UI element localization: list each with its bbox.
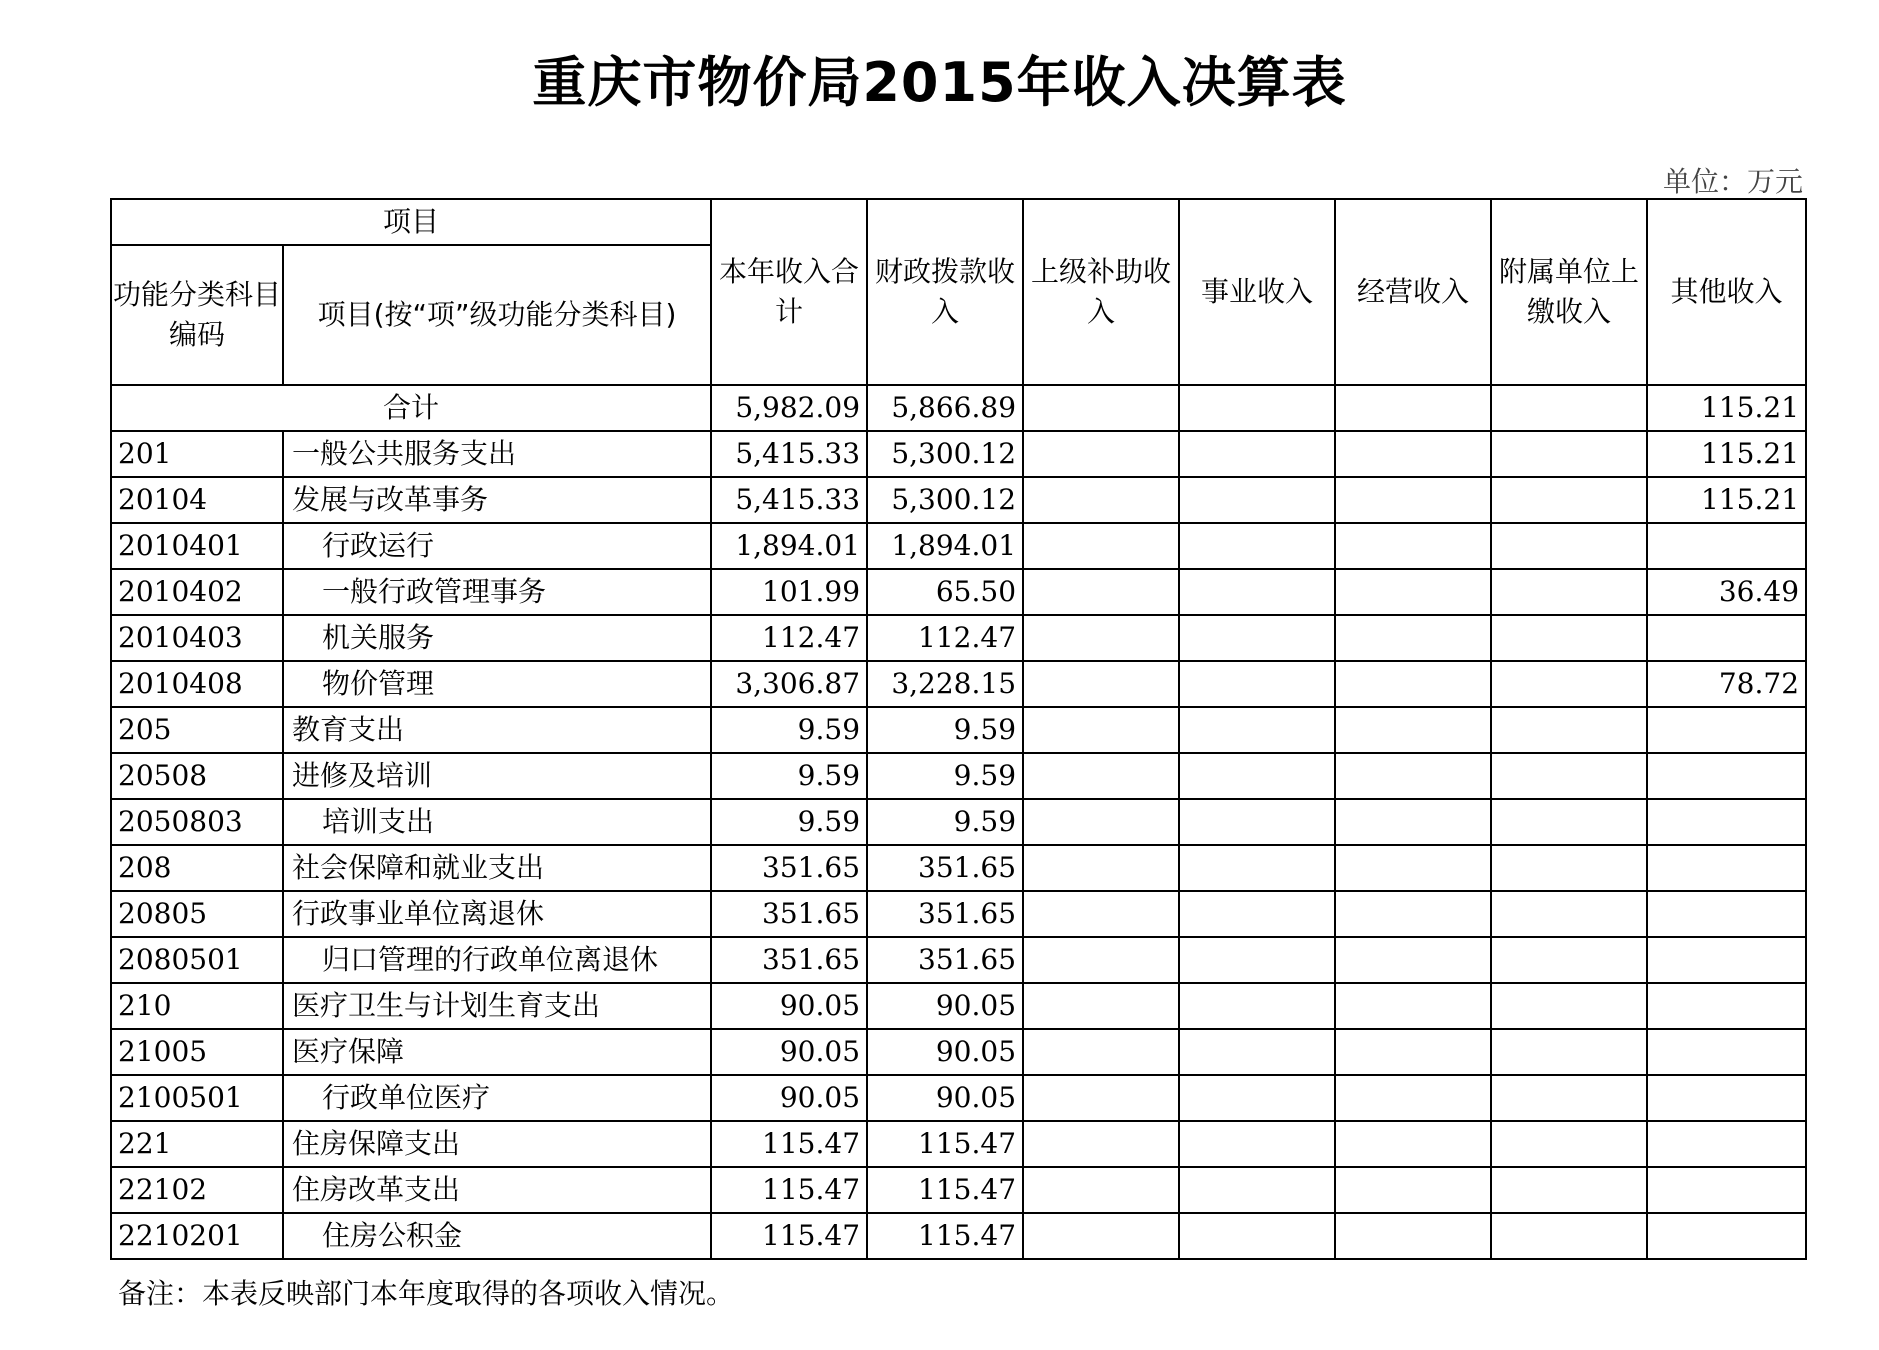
operating-cell bbox=[1335, 891, 1491, 937]
table-row bbox=[111, 569, 1806, 615]
superior-cell bbox=[1023, 523, 1179, 569]
fiscal-cell: 3,228.15 bbox=[867, 661, 1023, 707]
other-cell bbox=[1647, 983, 1806, 1029]
total-cell: 5,415.33 bbox=[711, 477, 867, 523]
footnote: 备注：本表反映部门本年度取得的各项收入情况。 bbox=[118, 1277, 735, 1310]
business-cell bbox=[1179, 431, 1335, 477]
other-cell bbox=[1647, 845, 1806, 891]
superior-cell bbox=[1023, 661, 1179, 707]
item-name-cell: 住房保障支出 bbox=[283, 1121, 711, 1167]
superior-cell bbox=[1023, 799, 1179, 845]
affiliated-cell bbox=[1491, 891, 1647, 937]
business-cell bbox=[1179, 937, 1335, 983]
total-cell: 90.05 bbox=[711, 1075, 867, 1121]
other-cell bbox=[1647, 1213, 1806, 1259]
business-cell bbox=[1179, 477, 1335, 523]
code-cell: 2080501 bbox=[111, 937, 283, 983]
code-cell: 208 bbox=[111, 845, 283, 891]
header-project-group: 项目 bbox=[111, 199, 711, 245]
affiliated-cell bbox=[1491, 477, 1647, 523]
operating-cell bbox=[1335, 845, 1491, 891]
fiscal-cell: 351.65 bbox=[867, 891, 1023, 937]
item-name-cell: 住房改革支出 bbox=[283, 1167, 711, 1213]
table-row bbox=[111, 1029, 1806, 1075]
superior-cell bbox=[1023, 1121, 1179, 1167]
affiliated-cell bbox=[1491, 1121, 1647, 1167]
operating-cell bbox=[1335, 523, 1491, 569]
unit-label: 单位：万元 bbox=[1662, 165, 1803, 198]
fiscal-cell: 9.59 bbox=[867, 707, 1023, 753]
item-name-cell: 物价管理 bbox=[283, 661, 711, 707]
item-name-cell: 医疗保障 bbox=[283, 1029, 711, 1075]
operating-cell bbox=[1335, 477, 1491, 523]
item-name-cell: 社会保障和就业支出 bbox=[283, 845, 711, 891]
superior-cell bbox=[1023, 1167, 1179, 1213]
business-cell bbox=[1179, 661, 1335, 707]
other-cell bbox=[1647, 523, 1806, 569]
page-title: 重庆市物价局2015年收入决算表 bbox=[532, 51, 1347, 114]
business-cell bbox=[1179, 707, 1335, 753]
business-cell bbox=[1179, 1075, 1335, 1121]
operating-cell bbox=[1335, 661, 1491, 707]
operating-cell bbox=[1335, 1213, 1491, 1259]
header-fiscal: 财政拨款收入 bbox=[867, 199, 1023, 385]
other-cell bbox=[1647, 937, 1806, 983]
business-cell bbox=[1179, 753, 1335, 799]
other-cell: 78.72 bbox=[1647, 661, 1806, 707]
fiscal-cell: 115.47 bbox=[867, 1213, 1023, 1259]
table-row bbox=[111, 431, 1806, 477]
code-cell: 2010408 bbox=[111, 661, 283, 707]
superior-cell bbox=[1023, 1213, 1179, 1259]
table-row bbox=[111, 891, 1806, 937]
operating-cell bbox=[1335, 1121, 1491, 1167]
business-cell bbox=[1179, 615, 1335, 661]
code-cell: 20805 bbox=[111, 891, 283, 937]
affiliated-cell bbox=[1491, 707, 1647, 753]
table-row bbox=[111, 523, 1806, 569]
affiliated-cell bbox=[1491, 753, 1647, 799]
total-cell: 90.05 bbox=[711, 983, 867, 1029]
total-superior bbox=[1023, 385, 1179, 431]
other-cell: 115.21 bbox=[1647, 477, 1806, 523]
other-cell: 115.21 bbox=[1647, 431, 1806, 477]
code-cell: 21005 bbox=[111, 1029, 283, 1075]
affiliated-cell bbox=[1491, 569, 1647, 615]
superior-cell bbox=[1023, 753, 1179, 799]
total-sum: 5,982.09 bbox=[711, 385, 867, 431]
total-cell: 9.59 bbox=[711, 799, 867, 845]
code-cell: 2010402 bbox=[111, 569, 283, 615]
header-item: 项目(按“项”级功能分类科目) bbox=[283, 245, 711, 385]
superior-cell bbox=[1023, 983, 1179, 1029]
business-cell bbox=[1179, 1029, 1335, 1075]
code-cell: 2100501 bbox=[111, 1075, 283, 1121]
total-cell: 9.59 bbox=[711, 707, 867, 753]
fiscal-cell: 115.47 bbox=[867, 1121, 1023, 1167]
item-name-cell: 机关服务 bbox=[283, 615, 711, 661]
item-name-cell: 行政事业单位离退休 bbox=[283, 891, 711, 937]
code-cell: 205 bbox=[111, 707, 283, 753]
total-cell: 90.05 bbox=[711, 1029, 867, 1075]
fiscal-cell: 115.47 bbox=[867, 1167, 1023, 1213]
header-total: 本年收入合计 bbox=[711, 199, 867, 385]
other-cell bbox=[1647, 707, 1806, 753]
superior-cell bbox=[1023, 1075, 1179, 1121]
table-row bbox=[111, 983, 1806, 1029]
table-row bbox=[111, 1075, 1806, 1121]
superior-cell bbox=[1023, 431, 1179, 477]
table-row bbox=[111, 615, 1806, 661]
code-cell: 2010401 bbox=[111, 523, 283, 569]
business-cell bbox=[1179, 983, 1335, 1029]
fiscal-cell: 5,300.12 bbox=[867, 477, 1023, 523]
superior-cell bbox=[1023, 477, 1179, 523]
business-cell bbox=[1179, 799, 1335, 845]
table-row bbox=[111, 937, 1806, 983]
table-row bbox=[111, 661, 1806, 707]
operating-cell bbox=[1335, 1075, 1491, 1121]
code-cell: 2210201 bbox=[111, 1213, 283, 1259]
code-cell: 210 bbox=[111, 983, 283, 1029]
table-row bbox=[111, 1213, 1806, 1259]
total-cell: 3,306.87 bbox=[711, 661, 867, 707]
header-business: 事业收入 bbox=[1179, 199, 1335, 385]
total-cell: 101.99 bbox=[711, 569, 867, 615]
superior-cell bbox=[1023, 1029, 1179, 1075]
business-cell bbox=[1179, 891, 1335, 937]
total-cell: 5,415.33 bbox=[711, 431, 867, 477]
business-cell bbox=[1179, 1121, 1335, 1167]
superior-cell bbox=[1023, 845, 1179, 891]
fiscal-cell: 1,894.01 bbox=[867, 523, 1023, 569]
fiscal-cell: 65.50 bbox=[867, 569, 1023, 615]
operating-cell bbox=[1335, 753, 1491, 799]
fiscal-cell: 351.65 bbox=[867, 845, 1023, 891]
table-row bbox=[111, 845, 1806, 891]
header-operating: 经营收入 bbox=[1335, 199, 1491, 385]
code-cell: 2010403 bbox=[111, 615, 283, 661]
table-row bbox=[111, 477, 1806, 523]
other-cell: 36.49 bbox=[1647, 569, 1806, 615]
item-name-cell: 一般公共服务支出 bbox=[283, 431, 711, 477]
code-cell: 221 bbox=[111, 1121, 283, 1167]
table-row bbox=[111, 707, 1806, 753]
item-name-cell: 行政运行 bbox=[283, 523, 711, 569]
operating-cell bbox=[1335, 799, 1491, 845]
business-cell bbox=[1179, 523, 1335, 569]
total-fiscal: 5,866.89 bbox=[867, 385, 1023, 431]
table-body bbox=[111, 385, 1806, 1259]
total-cell: 115.47 bbox=[711, 1167, 867, 1213]
business-cell bbox=[1179, 1213, 1335, 1259]
fiscal-cell: 90.05 bbox=[867, 1029, 1023, 1075]
total-affiliated bbox=[1491, 385, 1647, 431]
operating-cell bbox=[1335, 615, 1491, 661]
item-name-cell: 行政单位医疗 bbox=[283, 1075, 711, 1121]
item-name-cell: 进修及培训 bbox=[283, 753, 711, 799]
other-cell bbox=[1647, 615, 1806, 661]
business-cell bbox=[1179, 569, 1335, 615]
total-business bbox=[1179, 385, 1335, 431]
item-name-cell: 医疗卫生与计划生育支出 bbox=[283, 983, 711, 1029]
total-operating bbox=[1335, 385, 1491, 431]
code-cell: 20508 bbox=[111, 753, 283, 799]
fiscal-cell: 351.65 bbox=[867, 937, 1023, 983]
fiscal-cell: 112.47 bbox=[867, 615, 1023, 661]
business-cell bbox=[1179, 1167, 1335, 1213]
total-cell: 115.47 bbox=[711, 1213, 867, 1259]
code-cell: 22102 bbox=[111, 1167, 283, 1213]
affiliated-cell bbox=[1491, 983, 1647, 1029]
other-cell bbox=[1647, 891, 1806, 937]
business-cell bbox=[1179, 845, 1335, 891]
code-cell: 20104 bbox=[111, 477, 283, 523]
table-row bbox=[111, 753, 1806, 799]
superior-cell bbox=[1023, 707, 1179, 753]
affiliated-cell bbox=[1491, 1213, 1647, 1259]
other-cell bbox=[1647, 753, 1806, 799]
item-name-cell: 住房公积金 bbox=[283, 1213, 711, 1259]
income-table bbox=[110, 198, 1807, 1260]
header-superior: 上级补助收入 bbox=[1023, 199, 1179, 385]
fiscal-cell: 5,300.12 bbox=[867, 431, 1023, 477]
code-cell: 2050803 bbox=[111, 799, 283, 845]
affiliated-cell bbox=[1491, 523, 1647, 569]
item-name-cell: 一般行政管理事务 bbox=[283, 569, 711, 615]
other-cell bbox=[1647, 1075, 1806, 1121]
total-other: 115.21 bbox=[1647, 385, 1806, 431]
total-label: 合计 bbox=[111, 385, 711, 431]
operating-cell bbox=[1335, 937, 1491, 983]
operating-cell bbox=[1335, 431, 1491, 477]
other-cell bbox=[1647, 1121, 1806, 1167]
operating-cell bbox=[1335, 1029, 1491, 1075]
affiliated-cell bbox=[1491, 661, 1647, 707]
total-cell: 351.65 bbox=[711, 937, 867, 983]
superior-cell bbox=[1023, 615, 1179, 661]
affiliated-cell bbox=[1491, 937, 1647, 983]
total-cell: 112.47 bbox=[711, 615, 867, 661]
other-cell bbox=[1647, 1029, 1806, 1075]
table-row bbox=[111, 1121, 1806, 1167]
affiliated-cell bbox=[1491, 431, 1647, 477]
fiscal-cell: 9.59 bbox=[867, 753, 1023, 799]
total-cell: 351.65 bbox=[711, 845, 867, 891]
total-cell: 115.47 bbox=[711, 1121, 867, 1167]
other-cell bbox=[1647, 1167, 1806, 1213]
superior-cell bbox=[1023, 891, 1179, 937]
affiliated-cell bbox=[1491, 845, 1647, 891]
code-cell: 201 bbox=[111, 431, 283, 477]
fiscal-cell: 90.05 bbox=[867, 983, 1023, 1029]
operating-cell bbox=[1335, 983, 1491, 1029]
affiliated-cell bbox=[1491, 1075, 1647, 1121]
item-name-cell: 教育支出 bbox=[283, 707, 711, 753]
operating-cell bbox=[1335, 707, 1491, 753]
fiscal-cell: 90.05 bbox=[867, 1075, 1023, 1121]
item-name-cell: 归口管理的行政单位离退休 bbox=[283, 937, 711, 983]
affiliated-cell bbox=[1491, 615, 1647, 661]
item-name-cell: 发展与改革事务 bbox=[283, 477, 711, 523]
header-affiliated: 附属单位上缴收入 bbox=[1491, 199, 1647, 385]
affiliated-cell bbox=[1491, 1029, 1647, 1075]
operating-cell bbox=[1335, 1167, 1491, 1213]
total-cell: 9.59 bbox=[711, 753, 867, 799]
item-name-cell: 培训支出 bbox=[283, 799, 711, 845]
table-row bbox=[111, 1167, 1806, 1213]
operating-cell bbox=[1335, 569, 1491, 615]
total-row bbox=[111, 385, 1806, 431]
fiscal-cell: 9.59 bbox=[867, 799, 1023, 845]
affiliated-cell bbox=[1491, 1167, 1647, 1213]
other-cell bbox=[1647, 799, 1806, 845]
affiliated-cell bbox=[1491, 799, 1647, 845]
header-code: 功能分类科目编码 bbox=[111, 245, 283, 385]
table-row bbox=[111, 799, 1806, 845]
superior-cell bbox=[1023, 569, 1179, 615]
superior-cell bbox=[1023, 937, 1179, 983]
total-cell: 1,894.01 bbox=[711, 523, 867, 569]
total-cell: 351.65 bbox=[711, 891, 867, 937]
header-other: 其他收入 bbox=[1647, 199, 1806, 385]
